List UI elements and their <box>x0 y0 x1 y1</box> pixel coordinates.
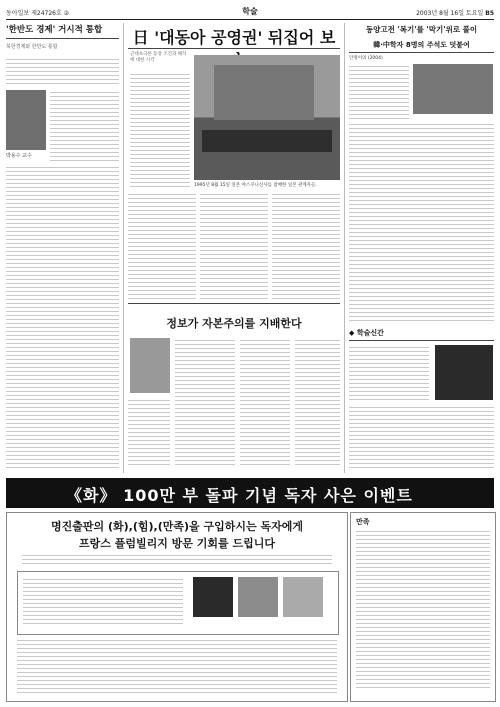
left-article-kicker: 북한경제와 한반도 통합 <box>6 44 58 50</box>
news-photo-caption: 1995년 8월 15일 일본 야스쿠니신사를 참배한 일본 관계자들. <box>194 183 317 188</box>
left-text-2 <box>50 90 119 162</box>
news-photo <box>194 55 340 180</box>
bottom-text-0 <box>128 398 170 468</box>
left-article-title: '한반도 경제' 거시적 통합 <box>6 25 103 35</box>
right-title-rule <box>349 52 494 53</box>
right-text-2 <box>349 122 494 322</box>
ad-text <box>22 553 332 567</box>
right-text-3 <box>349 345 429 400</box>
ad-headline-2: 프랑스 플럼빌리지 방문 기회를 드립니다 <box>79 537 275 550</box>
masthead-date: 2003년 8월 16일 토요일 B5 <box>416 10 494 17</box>
book-cover-image <box>6 90 46 150</box>
ad-side-text <box>356 529 490 689</box>
right-text-4 <box>349 405 494 470</box>
author-photo <box>130 338 170 393</box>
masthead <box>6 6 494 20</box>
right-column-title: ◆ 학술신간 <box>349 328 494 341</box>
column-divider <box>123 23 124 473</box>
right-caption: 안정이의 (2004) <box>349 56 383 61</box>
scholar-photo <box>413 64 493 114</box>
main-text-2 <box>128 192 196 299</box>
ad-headline-1: 명진출판의 (화),(힘),(만족)을 구입하시는 독자에게 <box>51 520 303 533</box>
ad-coupon-box <box>17 571 339 635</box>
left-text-3 <box>6 165 119 470</box>
main-text-3 <box>200 192 268 299</box>
ad-book-1 <box>193 577 233 617</box>
event-banner <box>6 478 494 508</box>
right-article-title: 동양고전 '복기'를 '막기'위로 풀이 <box>365 25 478 34</box>
section-title: 학술 <box>242 7 258 16</box>
ad-side <box>350 512 496 702</box>
left-article <box>6 23 119 50</box>
section-rule <box>128 303 340 304</box>
bottom-text-3 <box>295 338 340 468</box>
right-text-1 <box>349 64 409 119</box>
book-cover-2 <box>435 345 493 400</box>
right-article-subtitle: 韓·中학자 8명의 주석도 덧붙여 <box>373 41 470 49</box>
bottom-text-2 <box>240 338 290 468</box>
title-rule <box>128 48 340 49</box>
bottom-article-title: 정보가 자본주의를 지배한다 <box>166 317 302 330</box>
main-text-1 <box>130 72 190 187</box>
main-text-4 <box>272 192 340 299</box>
bottom-text-1 <box>175 338 235 468</box>
main-article-title: 日 '대동아 공영권' 뒤집어 보 <box>132 28 336 47</box>
ad-main <box>6 512 348 702</box>
masthead-issue: 동아일보 제24726호 ② <box>6 10 70 17</box>
ad-coupon-text <box>23 577 183 627</box>
column-divider-right <box>344 23 345 473</box>
left-photo-caption: 박용수 교수 <box>6 153 32 159</box>
ad-book-3 <box>283 577 323 617</box>
ad-fine-print <box>17 638 337 693</box>
ad-book-2 <box>238 577 278 617</box>
left-text-1 <box>6 57 119 87</box>
ad-side-title: 만족 <box>356 518 370 526</box>
main-subtitle: 근대초극론 등장 조건과 해석에 대한 시각 <box>130 52 187 63</box>
event-banner-text: 《화》 100만 부 돌파 기념 독자 사은 이벤트 <box>66 486 413 505</box>
